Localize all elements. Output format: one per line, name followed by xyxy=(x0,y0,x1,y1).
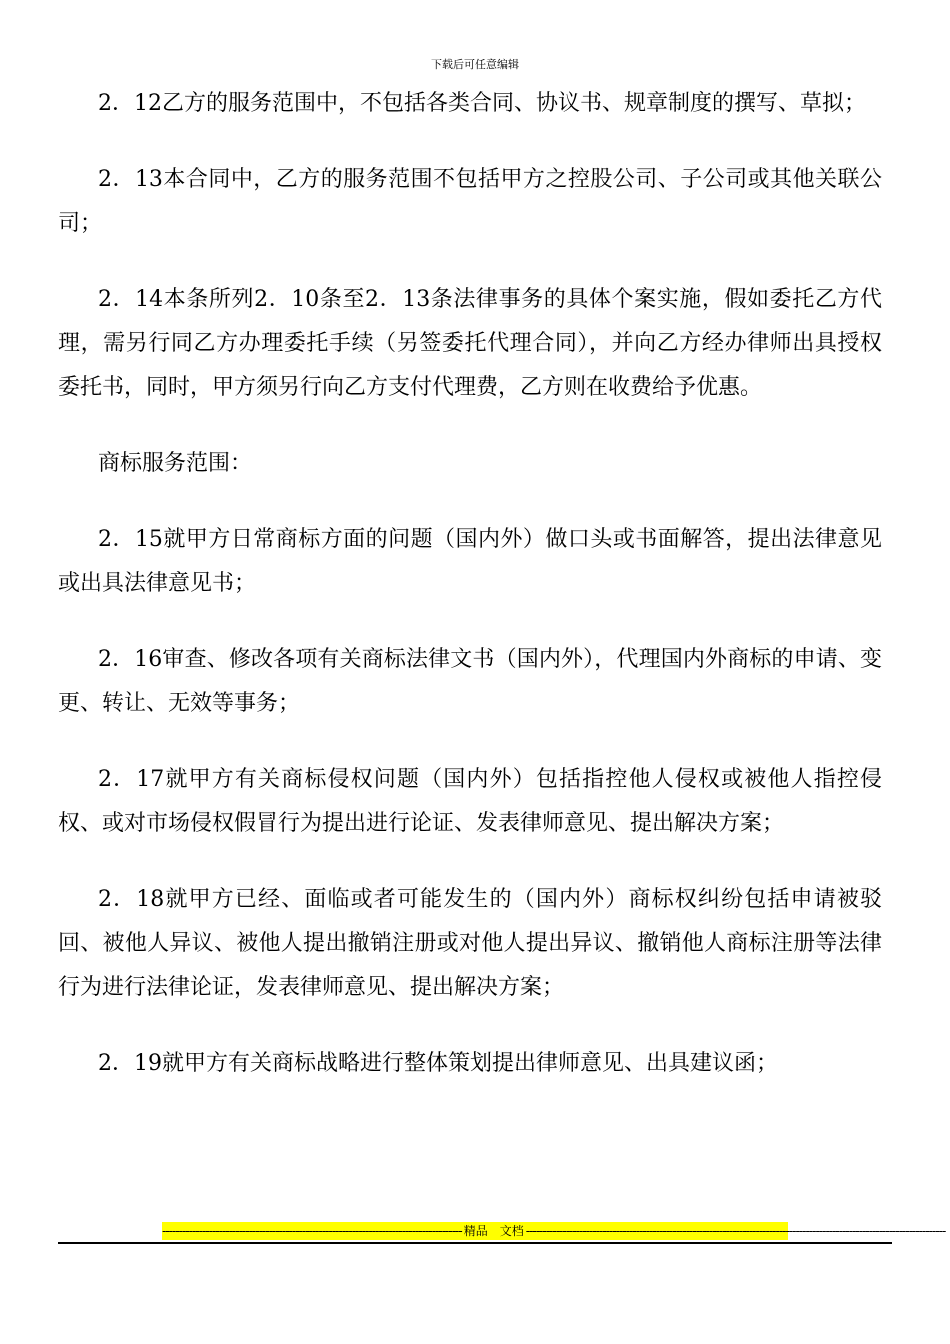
clause-2-19: 2．19就甲方有关商标战略进行整体策划提出律师意见、出具建议函； xyxy=(98,1051,778,1076)
footer-dashes-left: ------------------------------------------------------------------------------------------ xyxy=(162,1224,462,1238)
clause-2-13: 2．13本合同中，乙方的服务范围不包括甲方之控股公司、子公司或其他关联公司； xyxy=(58,167,882,236)
footer-dashes-right: ------------------------------------------------------------------------------------------------------------------------------ xyxy=(525,1224,946,1238)
clause-2-15: 2．15就甲方日常商标方面的问题（国内外）做口头或书面解答，提出法律意见或出具法律意见书； xyxy=(58,527,882,596)
footer-rule xyxy=(58,1242,892,1244)
document-body xyxy=(58,82,882,1118)
header-note: 下载后可任意编辑 xyxy=(431,58,519,71)
clause-2-12: 2．12乙方的服务范围中，不包括各类合同、协议书、规章制度的撰写、草拟； xyxy=(98,91,866,116)
clause-2-18: 2．18就甲方已经、面临或者可能发生的（国内外）商标权纠纷包括申请被驳回、被他人异议、被他人提出撤销注册或对他人提出异议、撤销他人商标注册等法律行为进行法律论证，发表律师意见、提出解决方案； xyxy=(58,887,882,1000)
footer-label: 精品 文档 xyxy=(463,1224,524,1238)
footer-highlight-bar xyxy=(162,1222,946,1240)
clause-2-17: 2．17就甲方有关商标侵权问题（国内外）包括指控他人侵权或被他人指控侵权、或对市场侵权假冒行为提出进行论证、发表律师意见、提出解决方案； xyxy=(58,767,882,836)
section-heading-trademark-services: 商标服务范围： xyxy=(98,451,253,476)
clause-2-16: 2．16审查、修改各项有关商标法律文书（国内外），代理国内外商标的申请、变更、转让、无效等事务； xyxy=(58,647,882,716)
clause-2-14: 2．14本条所列2．10条至2．13条法律事务的具体个案实施，假如委托乙方代理，需另行同乙方办理委托手续（另签委托代理合同），并向乙方经办律师出具授权委托书，同时，甲方须另行向乙方支付代理费，乙方则在收费给予优惠。 xyxy=(58,287,882,400)
